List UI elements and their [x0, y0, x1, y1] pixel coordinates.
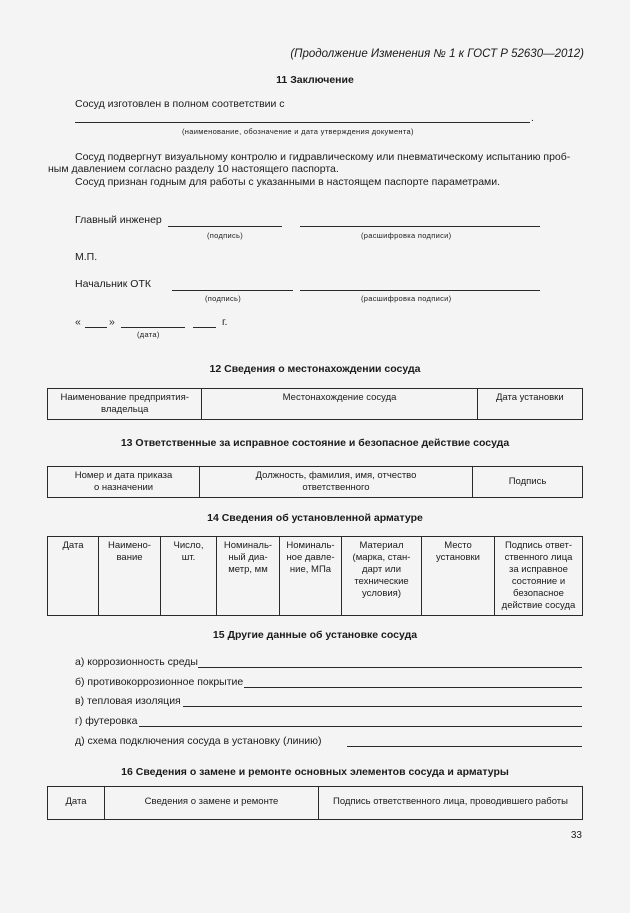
made-in-text: Сосуд изготовлен в полном соответствии с	[75, 98, 285, 110]
insulation-label: в) тепловая изоляция	[75, 695, 181, 707]
table-header-cell: Номиналь- ный диа- метр, мм	[217, 537, 280, 616]
signature-caption: (подпись)	[207, 231, 244, 240]
table-row	[48, 467, 583, 498]
lining-label: г) футеровка	[75, 715, 138, 727]
section-16-title: 16 Сведения о замене и ремонте основных элементов сосуда и арматуры	[121, 766, 509, 778]
day-line	[85, 327, 107, 328]
section-11-title: 11 Заключение	[276, 74, 354, 86]
fittings-table	[47, 536, 583, 616]
table-header-cell: Материал (марка, стан- дарт или технические условия)	[342, 537, 422, 616]
stamp-label: М.П.	[75, 251, 98, 263]
section-12-title: 12 Сведения о местонахождении сосуда	[209, 363, 421, 375]
anticorrosion-label: б) противокоррозионное покрытие	[75, 676, 244, 688]
test-paragraph-line-2: ным давлением согласно разделу 10 настоящего паспорта.	[48, 163, 339, 175]
date-close-quote: »	[109, 316, 115, 328]
page-number: 33	[570, 830, 582, 841]
document-caption: (наименование, обозначение и дата утверждения документа)	[182, 127, 414, 136]
section-13-title: 13 Ответственные за исправное состояние и безопасное действие сосуда	[120, 437, 510, 449]
continuation-header: (Продолжение Изменения № 1 к ГОСТ Р 52630—2012)	[290, 48, 584, 60]
decode-caption: (расшифровка подписи)	[361, 294, 452, 303]
table-header-cell: Подпись ответственного лица, проводившего работы	[319, 787, 583, 820]
table-header-cell: Должность, фамилия, имя, отчество ответственного	[200, 467, 473, 498]
date-open-quote: «	[75, 316, 81, 328]
section-14-title: 14 Сведения об установленной арматуре	[207, 512, 423, 524]
table-header-cell: Наименование предприятия- владельца	[48, 389, 202, 420]
table-header-cell: Дата	[48, 537, 99, 616]
table-header-cell: Местонахождение сосуда	[202, 389, 477, 420]
date-caption: (дата)	[137, 330, 160, 339]
table-row	[48, 787, 583, 820]
corrosiveness-line	[198, 667, 582, 668]
year-line	[193, 327, 216, 328]
section-15-title: 15 Другие данные об установке сосуда	[212, 629, 418, 641]
insulation-line	[183, 706, 582, 707]
table-row	[48, 537, 583, 616]
lining-line	[139, 726, 582, 727]
table-header-cell: Дата	[48, 787, 105, 820]
table-header-cell: Дата установки	[477, 389, 582, 420]
test-paragraph-line-1: Сосуд подвергнут визуальному контролю и гидравлическому или пневматическому испытанию проб-	[75, 151, 571, 163]
table-header-cell: Подпись ответ- ственного лица за исправное состояние и безопасное действие сосуда	[495, 537, 583, 616]
chief-engineer-decode-line	[300, 226, 540, 227]
chief-engineer-signature-line	[168, 226, 282, 227]
otk-head-label: Начальник ОТК	[75, 278, 151, 290]
document-line	[75, 122, 530, 123]
connection-scheme-line	[347, 746, 582, 747]
table-row	[48, 389, 583, 420]
table-header-cell: Сведения о замене и ремонте	[105, 787, 319, 820]
year-suffix: г.	[222, 316, 228, 328]
otk-signature-line	[172, 290, 293, 291]
table-header-cell: Номиналь- ное давле- ние, МПа	[280, 537, 342, 616]
fit-paragraph: Сосуд признан годным для работы с указанными в настоящем паспорте параметрами.	[75, 176, 501, 188]
table-header-cell: Место установки	[422, 537, 495, 616]
table-header-cell: Подпись	[473, 467, 583, 498]
responsible-table	[47, 466, 583, 498]
anticorrosion-line	[244, 687, 582, 688]
table-header-cell: Наимено- вание	[99, 537, 161, 616]
connection-scheme-label: д) схема подключения сосуда в установку (линию)	[75, 735, 322, 747]
table-header-cell: Число, шт.	[161, 537, 217, 616]
replacement-table	[47, 786, 583, 820]
table-header-cell: Номер и дата приказа о назначении	[48, 467, 200, 498]
month-line	[121, 327, 185, 328]
corrosiveness-label: а) коррозионность среды	[75, 656, 198, 668]
decode-caption: (расшифровка подписи)	[361, 231, 452, 240]
signature-caption: (подпись)	[205, 294, 242, 303]
location-table	[47, 388, 583, 420]
otk-decode-line	[300, 290, 540, 291]
chief-engineer-label: Главный инженер	[75, 214, 162, 226]
line-dot: .	[531, 112, 534, 124]
